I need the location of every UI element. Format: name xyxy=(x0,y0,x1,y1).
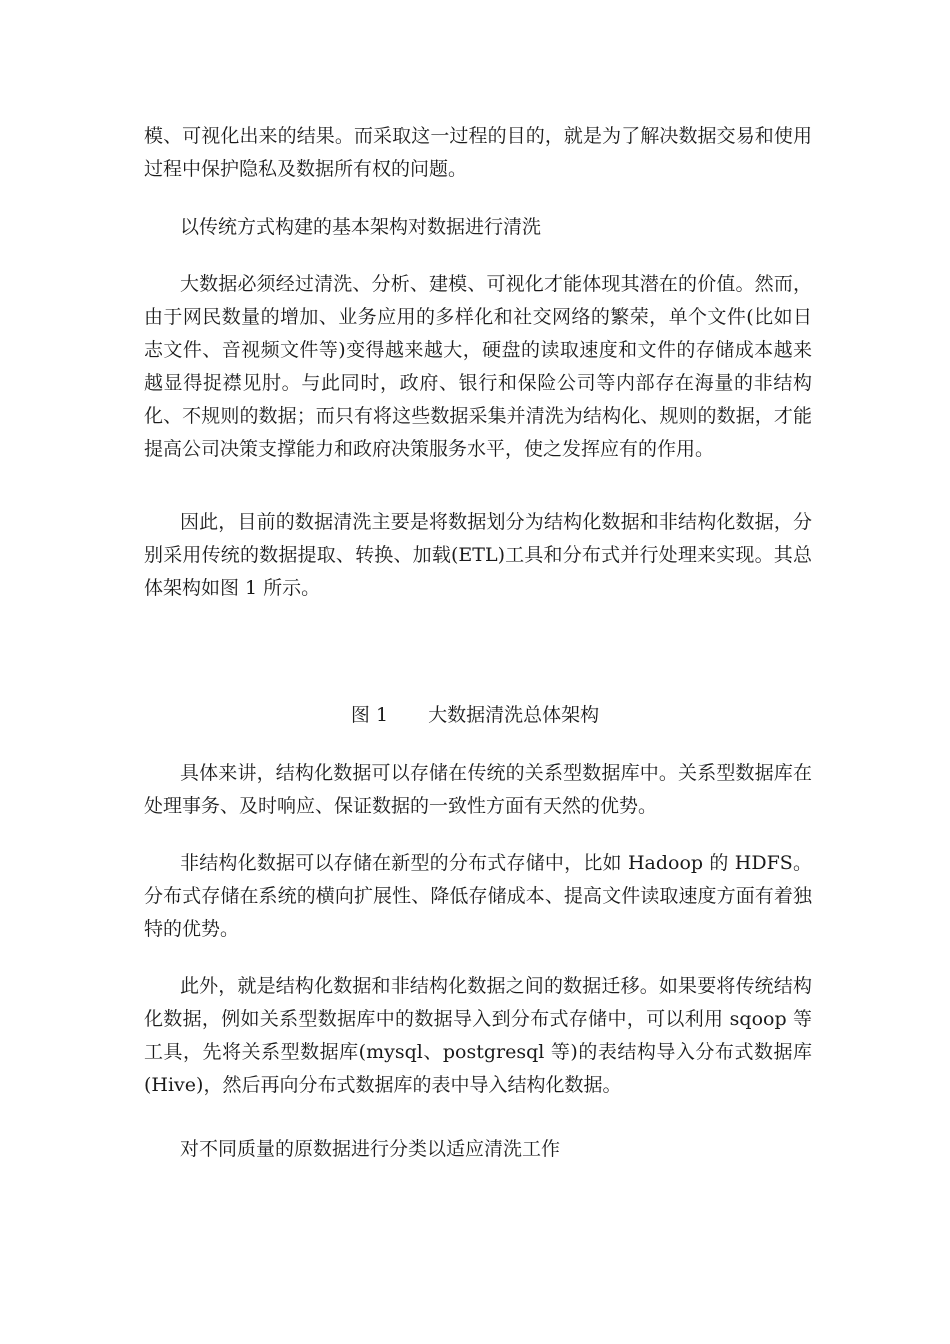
paragraph-intro-continuation: 模、可视化出来的结果。而采取这一过程的目的，就是为了解决数据交易和使用过程中保护隐私及数据所有权的问题。 xyxy=(144,125,812,180)
paragraph-big-data-cleaning: 大数据必须经过清洗、分析、建模、可视化才能体现其潜在的价值。然而，由于网民数量的增加、业务应用的多样化和社交网络的繁荣，单个文件(比如日志文件、音视频文件等)变得越来越大，硬盘的读取速度和文件的存储成本越来越显得捉襟见肘。与此同时，政府、银行和保险公司等内部存在海量的非结构化、不规则的数据；而只有将这些数据采集并清洗为结构化、规则的数据，才能提高公司决策支撑能力和政府决策服务水平，使之发挥应有的作用。 xyxy=(144,273,812,460)
figure-number: 图 1 xyxy=(350,704,389,726)
section-heading-classify-data: 对不同质量的原数据进行分类以适应清洗工作 xyxy=(180,1138,561,1160)
figure-caption xyxy=(0,699,950,732)
paragraph-data-migration: 此外，就是结构化数据和非结构化数据之间的数据迁移。如果要将传统结构化数据，例如关系型数据库中的数据导入到分布式存储中，可以利用 sqoop 等工具，先将关系型数据库(mysql、postgresql 等)的表结构导入分布式数据库(Hive)，然后再向分布式数据库的表中导入结构化数据。 xyxy=(144,975,812,1096)
paragraph-structured-data: 具体来讲，结构化数据可以存储在传统的关系型数据库中。关系型数据库在处理事务、及时响应、保证数据的一致性方面有天然的优势。 xyxy=(144,762,812,817)
section-heading-traditional-architecture: 以传统方式构建的基本架构对数据进行清洗 xyxy=(180,216,542,238)
figure-title: 大数据清洗总体架构 xyxy=(428,704,600,726)
paragraph-unstructured-data: 非结构化数据可以存储在新型的分布式存储中，比如 Hadoop 的 HDFS。分布式存储在系统的横向扩展性、降低存储成本、提高文件读取速度方面有着独特的优势。 xyxy=(144,852,812,940)
paragraph-data-cleaning-approach: 因此，目前的数据清洗主要是将数据划分为结构化数据和非结构化数据，分别采用传统的数据提取、转换、加载(ETL)工具和分布式并行处理来实现。其总体架构如图 1 所示。 xyxy=(144,511,812,599)
